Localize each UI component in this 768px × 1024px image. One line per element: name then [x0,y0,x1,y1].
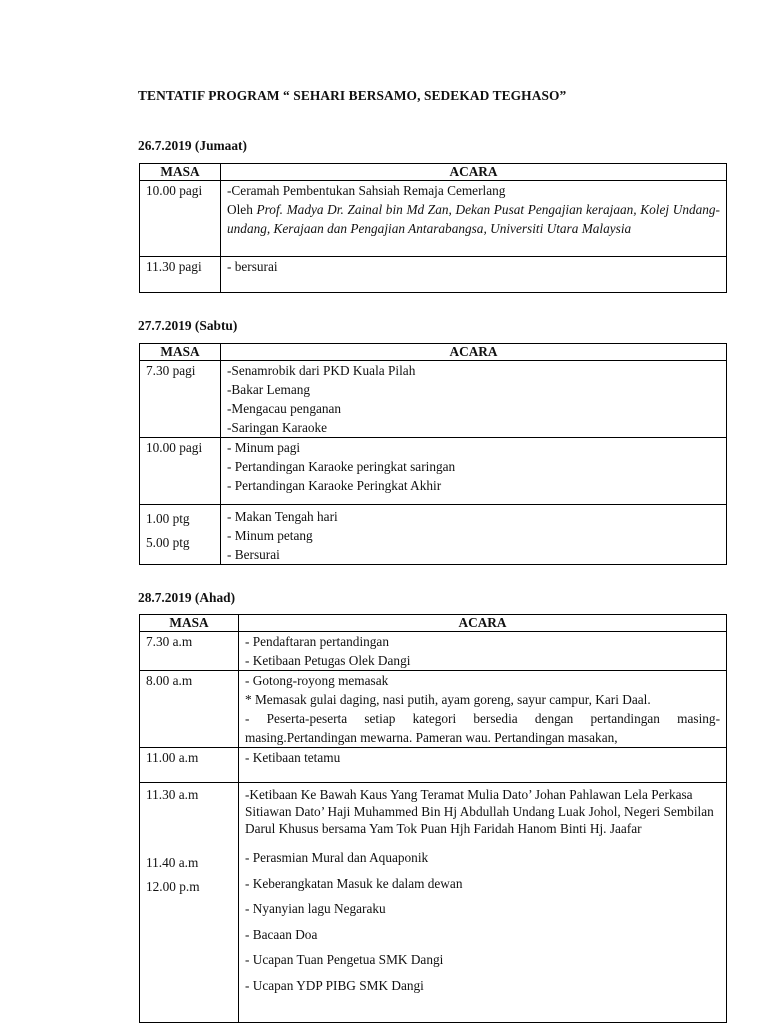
activity-item: - Pertandingan Karaoke Peringkat Akhir [227,478,442,493]
masa-header: MASA [140,344,221,361]
table-header-row [140,615,727,632]
activity-item: - Minum pagi [227,440,301,455]
page-title: TENTATIF PROGRAM “ SEHARI BERSAMO, SEDEKAD TEGHASO” [138,88,567,103]
time-cell: 7.30 pagi [146,363,196,378]
time-cell: 11.30 a.m [146,787,199,802]
table-row [140,783,727,1023]
table-row [140,505,727,565]
day-heading-sabtu: 27.7.2019 (Sabtu) [138,318,238,333]
activity-item: -Saringan Karaoke [227,420,328,435]
time-cell: 7.30 a.m [146,634,193,649]
table-row [140,671,727,748]
activity-item: - Gotong-royong memasak [245,673,389,688]
time-cell: 8.00 a.m [146,673,193,688]
activity-item [227,200,720,238]
activity-item: - Makan Tengah hari [227,509,338,524]
time-cell: 11.00 a.m [146,750,199,765]
schedule-table-sabtu [139,343,727,565]
time-cell: 11.30 pagi [146,259,202,274]
activity-item: * Memasak gulai daging, nasi putih, ayam goreng, sayur campur, Kari Daal. [245,692,651,707]
time-cell: 11.40 a.m [146,855,199,870]
table-header-row [140,344,727,361]
table-row [140,181,727,257]
activity-item: -Bakar Lemang [227,382,311,397]
schedule-table-ahad [139,614,727,1023]
table-row [140,361,727,438]
activity-item: - Keberangkatan Masuk ke dalam dewan [245,875,463,891]
activity-item: - Nyanyian lagu Negaraku [245,901,386,916]
table-row [140,257,727,293]
activity-item: - Ketibaan Petugas Olek Dangi [245,653,411,668]
oleh-label: Oleh [227,202,253,217]
activity-item: - Peserta-peserta setiap kategori bersedia dengan pertandingan masing-masing.Pertandingan mewarna. Pameran wau. Pertandingan masakan, [245,711,720,745]
acara-header: ACARA [221,164,727,181]
time-cell: 1.00 ptg [146,511,190,526]
masa-header: MASA [140,615,239,632]
table-header-row [140,164,727,181]
acara-header: ACARA [239,615,727,632]
activity-item: -Ketibaan Ke Bawah Kaus Yang Teramat Mulia Dato’ Johan Pahlawan Lela Perkasa Sitiawan Dato’ Haji Muhammed Bin Hj Abdullah Undang Luak Johol, Negeri Sembilan Darul Khusus bersama Yam Tok Puan Hjh Faridah Hanom Binti Hj. Jaafar [245,787,714,836]
activity-item: - Ucapan Tuan Pengetua SMK Dangi [245,952,444,967]
activity-item: - Ketibaan tetamu [245,750,341,765]
activity-item: - Ucapan YDP PIBG SMK Dangi [245,977,424,993]
activity-item: - Bacaan Doa [245,926,318,942]
table-row [140,632,727,671]
time-cell: 10.00 pagi [146,183,203,198]
activity-item: - Minum petang [227,528,313,543]
activity-item: - Pendaftaran pertandingan [245,634,389,649]
activity-item: -Mengacau penganan [227,401,342,416]
acara-header: ACARA [221,344,727,361]
activity-item: -Senamrobik dari PKD Kuala Pilah [227,363,416,378]
activity-item: - Bersurai [227,547,280,562]
table-row [140,438,727,505]
activity-item: - Perasmian Mural dan Aquaponik [245,850,429,865]
activity-item: - Pertandingan Karaoke peringkat saringan [227,459,456,474]
time-cell: 10.00 pagi [146,440,203,455]
activity-item: -Ceramah Pembentukan Sahsiah Remaja Cemerlang [227,183,506,198]
time-cell: 12.00 p.m [146,879,200,894]
table-row [140,748,727,783]
day-heading-jumaat: 26.7.2019 (Jumaat) [138,138,247,153]
masa-header: MASA [140,164,221,181]
activity-item: - bersurai [227,259,278,274]
speaker-name: Prof. Madya Dr. Zainal bin Md Zan, Dekan Pusat Pengajian kerajaan, Kolej Undang-undang, Kerajaan dan Pengajian Antarabangsa, Universiti Utara Malaysia [227,202,720,236]
schedule-table-jumaat [139,163,727,293]
day-heading-ahad: 28.7.2019 (Ahad) [138,590,236,605]
time-cell: 5.00 ptg [146,535,190,550]
